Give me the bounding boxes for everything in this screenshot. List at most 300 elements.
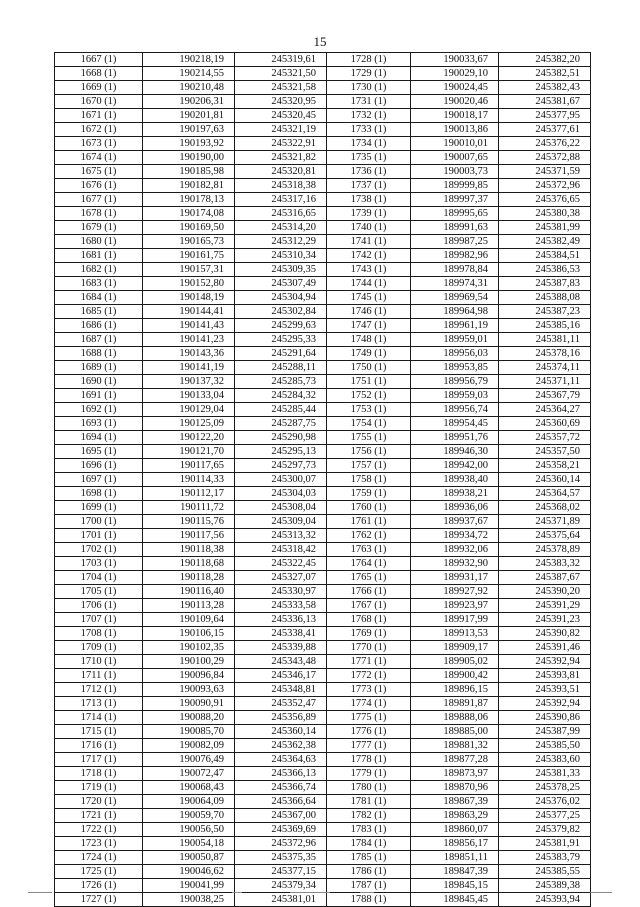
y-coordinate-cell: 245317,16 <box>235 193 327 207</box>
y-coordinate-cell: 245381,67 <box>499 95 591 109</box>
table-row <box>55 403 591 417</box>
point-id-cell: 1758 (1) <box>327 473 411 487</box>
point-id-cell: 1672 (1) <box>55 123 143 137</box>
table-row <box>55 137 591 151</box>
table-row <box>55 291 591 305</box>
point-id-cell: 1727 (1) <box>55 893 143 907</box>
x-coordinate-cell: 190082,09 <box>143 739 235 753</box>
x-coordinate-cell: 189913,53 <box>411 627 499 641</box>
point-id-cell: 1734 (1) <box>327 137 411 151</box>
point-id-cell: 1707 (1) <box>55 613 143 627</box>
point-id-cell: 1700 (1) <box>55 515 143 529</box>
y-coordinate-cell: 245389,38 <box>499 879 591 893</box>
y-coordinate-cell: 245378,25 <box>499 781 591 795</box>
point-id-cell: 1681 (1) <box>55 249 143 263</box>
point-id-cell: 1677 (1) <box>55 193 143 207</box>
point-id-cell: 1702 (1) <box>55 543 143 557</box>
table-row <box>55 347 591 361</box>
point-id-cell: 1741 (1) <box>327 235 411 249</box>
point-id-cell: 1687 (1) <box>55 333 143 347</box>
point-id-cell: 1678 (1) <box>55 207 143 221</box>
point-id-cell: 1767 (1) <box>327 599 411 613</box>
y-coordinate-cell: 245387,23 <box>499 305 591 319</box>
x-coordinate-cell: 189942,00 <box>411 459 499 473</box>
y-coordinate-cell: 245357,50 <box>499 445 591 459</box>
table-row <box>55 865 591 879</box>
x-coordinate-cell: 189845,15 <box>411 879 499 893</box>
x-coordinate-cell: 189937,67 <box>411 515 499 529</box>
y-coordinate-cell: 245374,11 <box>499 361 591 375</box>
table-row <box>55 697 591 711</box>
x-coordinate-cell: 189856,17 <box>411 837 499 851</box>
x-coordinate-cell: 190157,31 <box>143 263 235 277</box>
y-coordinate-cell: 245348,81 <box>235 683 327 697</box>
y-coordinate-cell: 245375,35 <box>235 851 327 865</box>
x-coordinate-cell: 190118,28 <box>143 571 235 585</box>
coordinates-table <box>54 52 591 907</box>
x-coordinate-cell: 190117,56 <box>143 529 235 543</box>
point-id-cell: 1722 (1) <box>55 823 143 837</box>
point-id-cell: 1787 (1) <box>327 879 411 893</box>
y-coordinate-cell: 245352,47 <box>235 697 327 711</box>
table-row <box>55 193 591 207</box>
y-coordinate-cell: 245387,67 <box>499 571 591 585</box>
x-coordinate-cell: 190210,48 <box>143 81 235 95</box>
point-id-cell: 1692 (1) <box>55 403 143 417</box>
point-id-cell: 1778 (1) <box>327 753 411 767</box>
y-coordinate-cell: 245358,21 <box>499 459 591 473</box>
point-id-cell: 1782 (1) <box>327 809 411 823</box>
y-coordinate-cell: 245327,07 <box>235 571 327 585</box>
point-id-cell: 1733 (1) <box>327 123 411 137</box>
table-row <box>55 263 591 277</box>
table-row <box>55 627 591 641</box>
x-coordinate-cell: 190010,01 <box>411 137 499 151</box>
y-coordinate-cell: 245356,89 <box>235 711 327 725</box>
footer-rule-right <box>590 892 612 893</box>
y-coordinate-cell: 245372,88 <box>499 151 591 165</box>
x-coordinate-cell: 189956,79 <box>411 375 499 389</box>
y-coordinate-cell: 245285,73 <box>235 375 327 389</box>
table-row <box>55 165 591 179</box>
y-coordinate-cell: 245390,86 <box>499 711 591 725</box>
x-coordinate-cell: 189959,01 <box>411 333 499 347</box>
x-coordinate-cell: 190152,80 <box>143 277 235 291</box>
x-coordinate-cell: 189954,45 <box>411 417 499 431</box>
point-id-cell: 1701 (1) <box>55 529 143 543</box>
table-row <box>55 95 591 109</box>
point-id-cell: 1746 (1) <box>327 305 411 319</box>
y-coordinate-cell: 245322,91 <box>235 137 327 151</box>
x-coordinate-cell: 190218,19 <box>143 53 235 67</box>
y-coordinate-cell: 245364,27 <box>499 403 591 417</box>
x-coordinate-cell: 190116,40 <box>143 585 235 599</box>
point-id-cell: 1743 (1) <box>327 263 411 277</box>
y-coordinate-cell: 245316,65 <box>235 207 327 221</box>
y-coordinate-cell: 245338,41 <box>235 627 327 641</box>
x-coordinate-cell: 190115,76 <box>143 515 235 529</box>
table-row <box>55 795 591 809</box>
y-coordinate-cell: 245377,25 <box>499 809 591 823</box>
table-row <box>55 375 591 389</box>
point-id-cell: 1780 (1) <box>327 781 411 795</box>
table-row <box>55 851 591 865</box>
table-row <box>55 781 591 795</box>
y-coordinate-cell: 245383,32 <box>499 557 591 571</box>
y-coordinate-cell: 245381,11 <box>499 333 591 347</box>
y-coordinate-cell: 245387,83 <box>499 277 591 291</box>
y-coordinate-cell: 245309,04 <box>235 515 327 529</box>
table-row <box>55 669 591 683</box>
table-row <box>55 543 591 557</box>
table-row <box>55 837 591 851</box>
table-row <box>55 809 591 823</box>
table-row <box>55 557 591 571</box>
point-id-cell: 1694 (1) <box>55 431 143 445</box>
x-coordinate-cell: 189870,96 <box>411 781 499 795</box>
point-id-cell: 1772 (1) <box>327 669 411 683</box>
point-id-cell: 1783 (1) <box>327 823 411 837</box>
table-row <box>55 599 591 613</box>
point-id-cell: 1742 (1) <box>327 249 411 263</box>
point-id-cell: 1769 (1) <box>327 627 411 641</box>
point-id-cell: 1703 (1) <box>55 557 143 571</box>
y-coordinate-cell: 245381,99 <box>499 221 591 235</box>
point-id-cell: 1721 (1) <box>55 809 143 823</box>
y-coordinate-cell: 245360,14 <box>499 473 591 487</box>
point-id-cell: 1690 (1) <box>55 375 143 389</box>
x-coordinate-cell: 189891,87 <box>411 697 499 711</box>
point-id-cell: 1771 (1) <box>327 655 411 669</box>
x-coordinate-cell: 189888,06 <box>411 711 499 725</box>
table-row <box>55 823 591 837</box>
point-id-cell: 1710 (1) <box>55 655 143 669</box>
x-coordinate-cell: 189956,03 <box>411 347 499 361</box>
point-id-cell: 1732 (1) <box>327 109 411 123</box>
y-coordinate-cell: 245390,82 <box>499 627 591 641</box>
x-coordinate-cell: 190018,17 <box>411 109 499 123</box>
y-coordinate-cell: 245393,94 <box>499 893 591 907</box>
x-coordinate-cell: 190050,87 <box>143 851 235 865</box>
table-row <box>55 753 591 767</box>
x-coordinate-cell: 190201,81 <box>143 109 235 123</box>
x-coordinate-cell: 190109,64 <box>143 613 235 627</box>
table-row <box>55 319 591 333</box>
y-coordinate-cell: 245372,96 <box>235 837 327 851</box>
table-row <box>55 361 591 375</box>
x-coordinate-cell: 190096,84 <box>143 669 235 683</box>
x-coordinate-cell: 189867,39 <box>411 795 499 809</box>
point-id-cell: 1754 (1) <box>327 417 411 431</box>
x-coordinate-cell: 189877,28 <box>411 753 499 767</box>
point-id-cell: 1709 (1) <box>55 641 143 655</box>
point-id-cell: 1715 (1) <box>55 725 143 739</box>
y-coordinate-cell: 245336,13 <box>235 613 327 627</box>
point-id-cell: 1726 (1) <box>55 879 143 893</box>
point-id-cell: 1730 (1) <box>327 81 411 95</box>
point-id-cell: 1773 (1) <box>327 683 411 697</box>
point-id-cell: 1720 (1) <box>55 795 143 809</box>
x-coordinate-cell: 190121,70 <box>143 445 235 459</box>
y-coordinate-cell: 245385,50 <box>499 739 591 753</box>
point-id-cell: 1735 (1) <box>327 151 411 165</box>
table-row <box>55 487 591 501</box>
point-id-cell: 1779 (1) <box>327 767 411 781</box>
table-row <box>55 893 591 907</box>
y-coordinate-cell: 245390,20 <box>499 585 591 599</box>
x-coordinate-cell: 190093,63 <box>143 683 235 697</box>
x-coordinate-cell: 189932,06 <box>411 543 499 557</box>
footer-rule-mark-2 <box>290 892 330 893</box>
x-coordinate-cell: 190064,09 <box>143 795 235 809</box>
x-coordinate-cell: 190169,50 <box>143 221 235 235</box>
point-id-cell: 1680 (1) <box>55 235 143 249</box>
table-row <box>55 417 591 431</box>
x-coordinate-cell: 189936,06 <box>411 501 499 515</box>
point-id-cell: 1689 (1) <box>55 361 143 375</box>
footer-rule-mark-3 <box>360 892 374 893</box>
table-row <box>55 683 591 697</box>
table-row <box>55 767 591 781</box>
y-coordinate-cell: 245371,59 <box>499 165 591 179</box>
x-coordinate-cell: 189997,37 <box>411 193 499 207</box>
x-coordinate-cell: 190003,73 <box>411 165 499 179</box>
y-coordinate-cell: 245368,02 <box>499 501 591 515</box>
table-row <box>55 515 591 529</box>
point-id-cell: 1674 (1) <box>55 151 143 165</box>
y-coordinate-cell: 245376,02 <box>499 795 591 809</box>
x-coordinate-cell: 189873,97 <box>411 767 499 781</box>
y-coordinate-cell: 245320,95 <box>235 95 327 109</box>
y-coordinate-cell: 245285,44 <box>235 403 327 417</box>
point-id-cell: 1676 (1) <box>55 179 143 193</box>
x-coordinate-cell: 189987,25 <box>411 235 499 249</box>
x-coordinate-cell: 189953,85 <box>411 361 499 375</box>
y-coordinate-cell: 245333,58 <box>235 599 327 613</box>
x-coordinate-cell: 189934,72 <box>411 529 499 543</box>
table-row <box>55 333 591 347</box>
x-coordinate-cell: 190068,43 <box>143 781 235 795</box>
x-coordinate-cell: 190182,81 <box>143 179 235 193</box>
x-coordinate-cell: 190076,49 <box>143 753 235 767</box>
point-id-cell: 1699 (1) <box>55 501 143 515</box>
point-id-cell: 1766 (1) <box>327 585 411 599</box>
point-id-cell: 1740 (1) <box>327 221 411 235</box>
y-coordinate-cell: 245382,51 <box>499 67 591 81</box>
table-row <box>55 109 591 123</box>
point-id-cell: 1756 (1) <box>327 445 411 459</box>
x-coordinate-cell: 190020,46 <box>411 95 499 109</box>
y-coordinate-cell: 245392,94 <box>499 655 591 669</box>
y-coordinate-cell: 245371,11 <box>499 375 591 389</box>
point-id-cell: 1675 (1) <box>55 165 143 179</box>
point-id-cell: 1744 (1) <box>327 277 411 291</box>
x-coordinate-cell: 189969,54 <box>411 291 499 305</box>
point-id-cell: 1747 (1) <box>327 319 411 333</box>
point-id-cell: 1750 (1) <box>327 361 411 375</box>
y-coordinate-cell: 245385,16 <box>499 319 591 333</box>
point-id-cell: 1705 (1) <box>55 585 143 599</box>
y-coordinate-cell: 245393,51 <box>499 683 591 697</box>
y-coordinate-cell: 245384,51 <box>499 249 591 263</box>
x-coordinate-cell: 189881,32 <box>411 739 499 753</box>
x-coordinate-cell: 190148,19 <box>143 291 235 305</box>
point-id-cell: 1716 (1) <box>55 739 143 753</box>
point-id-cell: 1768 (1) <box>327 613 411 627</box>
y-coordinate-cell: 245379,82 <box>499 823 591 837</box>
y-coordinate-cell: 245381,01 <box>235 893 327 907</box>
table-row <box>55 123 591 137</box>
footer-rule-left <box>28 892 52 893</box>
y-coordinate-cell: 245308,04 <box>235 501 327 515</box>
x-coordinate-cell: 190102,35 <box>143 641 235 655</box>
point-id-cell: 1683 (1) <box>55 277 143 291</box>
x-coordinate-cell: 189995,65 <box>411 207 499 221</box>
table-row <box>55 53 591 67</box>
x-coordinate-cell: 189961,19 <box>411 319 499 333</box>
y-coordinate-cell: 245314,20 <box>235 221 327 235</box>
point-id-cell: 1686 (1) <box>55 319 143 333</box>
y-coordinate-cell: 245309,35 <box>235 263 327 277</box>
x-coordinate-cell: 190056,50 <box>143 823 235 837</box>
y-coordinate-cell: 245381,91 <box>499 837 591 851</box>
x-coordinate-cell: 189909,17 <box>411 641 499 655</box>
y-coordinate-cell: 245392,94 <box>499 697 591 711</box>
y-coordinate-cell: 245391,46 <box>499 641 591 655</box>
table-row <box>55 305 591 319</box>
y-coordinate-cell: 245372,96 <box>499 179 591 193</box>
y-coordinate-cell: 245330,97 <box>235 585 327 599</box>
y-coordinate-cell: 245379,34 <box>235 879 327 893</box>
y-coordinate-cell: 245302,84 <box>235 305 327 319</box>
point-id-cell: 1714 (1) <box>55 711 143 725</box>
x-coordinate-cell: 189847,39 <box>411 865 499 879</box>
x-coordinate-cell: 190085,70 <box>143 725 235 739</box>
x-coordinate-cell: 190178,13 <box>143 193 235 207</box>
point-id-cell: 1706 (1) <box>55 599 143 613</box>
table-row <box>55 655 591 669</box>
point-id-cell: 1770 (1) <box>327 641 411 655</box>
x-coordinate-cell: 189851,11 <box>411 851 499 865</box>
table-row <box>55 151 591 165</box>
x-coordinate-cell: 189931,17 <box>411 571 499 585</box>
y-coordinate-cell: 245385,55 <box>499 865 591 879</box>
y-coordinate-cell: 245391,29 <box>499 599 591 613</box>
point-id-cell: 1691 (1) <box>55 389 143 403</box>
x-coordinate-cell: 190141,19 <box>143 361 235 375</box>
point-id-cell: 1736 (1) <box>327 165 411 179</box>
x-coordinate-cell: 189932,90 <box>411 557 499 571</box>
point-id-cell: 1759 (1) <box>327 487 411 501</box>
table-row <box>55 67 591 81</box>
y-coordinate-cell: 245366,74 <box>235 781 327 795</box>
x-coordinate-cell: 190125,09 <box>143 417 235 431</box>
x-coordinate-cell: 189938,21 <box>411 487 499 501</box>
x-coordinate-cell: 190111,72 <box>143 501 235 515</box>
point-id-cell: 1739 (1) <box>327 207 411 221</box>
y-coordinate-cell: 245381,33 <box>499 767 591 781</box>
point-id-cell: 1670 (1) <box>55 95 143 109</box>
point-id-cell: 1757 (1) <box>327 459 411 473</box>
y-coordinate-cell: 245290,98 <box>235 431 327 445</box>
point-id-cell: 1718 (1) <box>55 767 143 781</box>
table-row <box>55 431 591 445</box>
table-row <box>55 641 591 655</box>
point-id-cell: 1781 (1) <box>327 795 411 809</box>
x-coordinate-cell: 189885,00 <box>411 725 499 739</box>
x-coordinate-cell: 190206,31 <box>143 95 235 109</box>
x-coordinate-cell: 190141,43 <box>143 319 235 333</box>
x-coordinate-cell: 190214,55 <box>143 67 235 81</box>
x-coordinate-cell: 189959,03 <box>411 389 499 403</box>
x-coordinate-cell: 189982,96 <box>411 249 499 263</box>
x-coordinate-cell: 190106,15 <box>143 627 235 641</box>
table-row <box>55 249 591 263</box>
x-coordinate-cell: 190054,18 <box>143 837 235 851</box>
y-coordinate-cell: 245299,63 <box>235 319 327 333</box>
x-coordinate-cell: 190143,36 <box>143 347 235 361</box>
point-id-cell: 1704 (1) <box>55 571 143 585</box>
y-coordinate-cell: 245364,57 <box>499 487 591 501</box>
x-coordinate-cell: 190193,92 <box>143 137 235 151</box>
y-coordinate-cell: 245383,60 <box>499 753 591 767</box>
x-coordinate-cell: 189999,85 <box>411 179 499 193</box>
point-id-cell: 1786 (1) <box>327 865 411 879</box>
x-coordinate-cell: 190122,20 <box>143 431 235 445</box>
y-coordinate-cell: 245304,94 <box>235 291 327 305</box>
x-coordinate-cell: 190197,63 <box>143 123 235 137</box>
x-coordinate-cell: 189923,97 <box>411 599 499 613</box>
point-id-cell: 1751 (1) <box>327 375 411 389</box>
y-coordinate-cell: 245382,20 <box>499 53 591 67</box>
x-coordinate-cell: 190174,08 <box>143 207 235 221</box>
y-coordinate-cell: 245360,14 <box>235 725 327 739</box>
y-coordinate-cell: 245295,13 <box>235 445 327 459</box>
x-coordinate-cell: 189896,15 <box>411 683 499 697</box>
y-coordinate-cell: 245367,00 <box>235 809 327 823</box>
y-coordinate-cell: 245375,64 <box>499 529 591 543</box>
y-coordinate-cell: 245383,79 <box>499 851 591 865</box>
y-coordinate-cell: 245369,69 <box>235 823 327 837</box>
x-coordinate-cell: 190033,67 <box>411 53 499 67</box>
x-coordinate-cell: 190165,73 <box>143 235 235 249</box>
x-coordinate-cell: 190072,47 <box>143 767 235 781</box>
x-coordinate-cell: 190024,45 <box>411 81 499 95</box>
point-id-cell: 1723 (1) <box>55 837 143 851</box>
y-coordinate-cell: 245386,53 <box>499 263 591 277</box>
point-id-cell: 1712 (1) <box>55 683 143 697</box>
x-coordinate-cell: 190112,17 <box>143 487 235 501</box>
x-coordinate-cell: 189927,92 <box>411 585 499 599</box>
table-row <box>55 81 591 95</box>
x-coordinate-cell: 190013,86 <box>411 123 499 137</box>
x-coordinate-cell: 190088,20 <box>143 711 235 725</box>
y-coordinate-cell: 245318,42 <box>235 543 327 557</box>
point-id-cell: 1717 (1) <box>55 753 143 767</box>
point-id-cell: 1724 (1) <box>55 851 143 865</box>
x-coordinate-cell: 190190,00 <box>143 151 235 165</box>
point-id-cell: 1697 (1) <box>55 473 143 487</box>
y-coordinate-cell: 245295,33 <box>235 333 327 347</box>
table-row <box>55 613 591 627</box>
y-coordinate-cell: 245362,38 <box>235 739 327 753</box>
x-coordinate-cell: 189863,29 <box>411 809 499 823</box>
point-id-cell: 1737 (1) <box>327 179 411 193</box>
y-coordinate-cell: 245360,69 <box>499 417 591 431</box>
x-coordinate-cell: 190129,04 <box>143 403 235 417</box>
point-id-cell: 1761 (1) <box>327 515 411 529</box>
y-coordinate-cell: 245378,89 <box>499 543 591 557</box>
